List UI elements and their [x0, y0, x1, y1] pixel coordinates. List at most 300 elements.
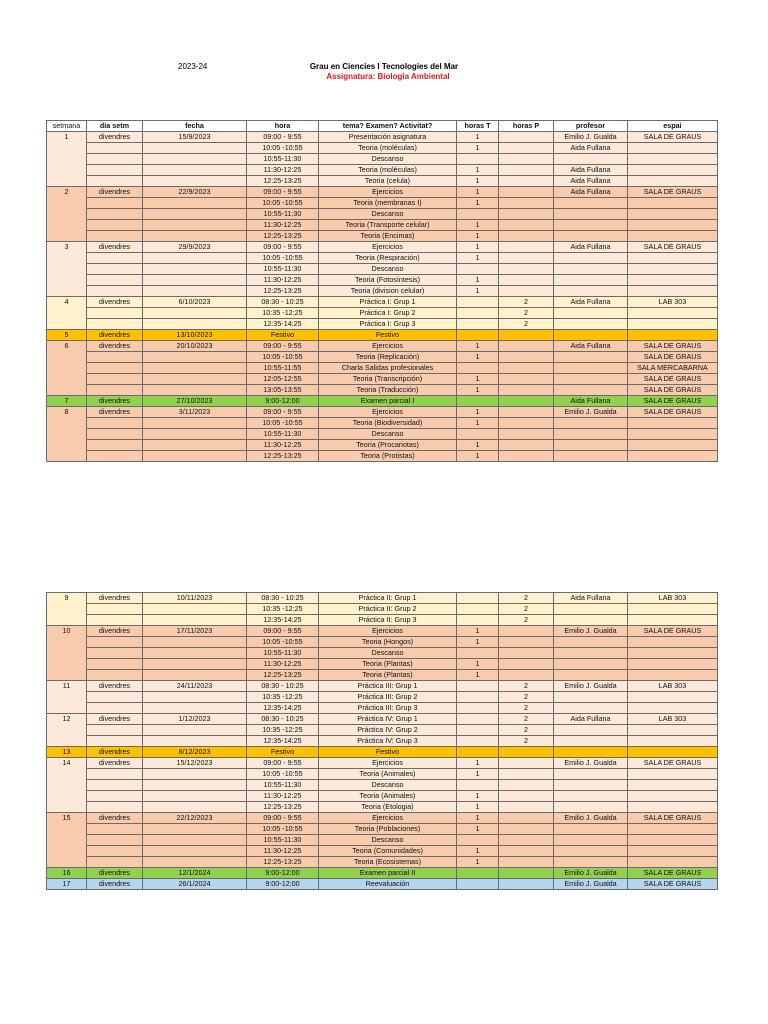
week-number-cell: 6 — [47, 341, 87, 396]
horas-p-cell: 2 — [499, 714, 554, 725]
date-cell — [143, 418, 247, 429]
horas-p-cell — [499, 637, 554, 648]
day-cell — [87, 418, 143, 429]
horas-p-cell: 2 — [499, 736, 554, 747]
horas-p-cell: 2 — [499, 297, 554, 308]
horas-t-cell — [457, 209, 499, 220]
espai-cell — [628, 703, 718, 714]
espai-cell — [628, 253, 718, 264]
horas-t-cell: 1 — [457, 440, 499, 451]
day-cell — [87, 363, 143, 374]
profesor-cell: Emilio J. Gualda — [554, 132, 628, 143]
profesor-cell: Emilio J. Gualda — [554, 879, 628, 890]
tema-cell: Charla Salidas profesionales — [319, 363, 457, 374]
day-cell — [87, 769, 143, 780]
horas-t-cell: 1 — [457, 802, 499, 813]
espai-cell — [628, 769, 718, 780]
espai-cell — [628, 264, 718, 275]
tema-cell: Teoria (Plantas) — [319, 670, 457, 681]
tema-cell: Teoria (moléculas) — [319, 165, 457, 176]
hora-cell: 12:25-13:25 — [247, 670, 319, 681]
hora-cell: 10:05 -10:55 — [247, 769, 319, 780]
hora-cell: 10:55-11:55 — [247, 363, 319, 374]
horas-p-cell — [499, 813, 554, 824]
date-cell: 20/10/2023 — [143, 341, 247, 352]
profesor-cell: Aida Fullana — [554, 714, 628, 725]
day-cell — [87, 176, 143, 187]
day-cell — [87, 286, 143, 297]
column-header: horas T — [457, 121, 499, 132]
horas-p-cell — [499, 187, 554, 198]
profesor-cell: Emilio J. Gualda — [554, 758, 628, 769]
profesor-cell — [554, 363, 628, 374]
table-row — [47, 286, 718, 297]
horas-t-cell: 1 — [457, 374, 499, 385]
profesor-cell — [554, 615, 628, 626]
horas-p-cell — [499, 341, 554, 352]
espai-cell: SALA DE GRAUS — [628, 758, 718, 769]
day-cell — [87, 736, 143, 747]
espai-cell — [628, 659, 718, 670]
hora-cell: 11:30-12:25 — [247, 791, 319, 802]
horas-p-cell — [499, 264, 554, 275]
horas-p-cell — [499, 868, 554, 879]
profesor-cell: Aida Fullana — [554, 176, 628, 187]
tema-cell: Ejercicios — [319, 758, 457, 769]
day-cell — [87, 835, 143, 846]
hora-cell: 10:55-11:30 — [247, 780, 319, 791]
tema-cell: Teoria (membranas I) — [319, 198, 457, 209]
column-header: espai — [628, 121, 718, 132]
day-cell — [87, 429, 143, 440]
espai-cell — [628, 824, 718, 835]
table-row — [47, 747, 718, 758]
horas-t-cell: 1 — [457, 242, 499, 253]
horas-p-cell: 2 — [499, 593, 554, 604]
hora-cell: 9:00-12:00 — [247, 868, 319, 879]
profesor-cell: Aida Fullana — [554, 143, 628, 154]
degree-title: Grau en Ciencies I Tecnologies del Mar — [309, 62, 459, 71]
tema-cell: Teoria (Hongos) — [319, 637, 457, 648]
profesor-cell — [554, 264, 628, 275]
horas-p-cell — [499, 231, 554, 242]
hora-cell: 10:55-11:30 — [247, 209, 319, 220]
hora-cell: 10:05 -10:55 — [247, 637, 319, 648]
day-cell — [87, 253, 143, 264]
date-cell — [143, 253, 247, 264]
date-cell: 27/10/2023 — [143, 396, 247, 407]
hora-cell: 10:05 -10:55 — [247, 143, 319, 154]
hora-cell: 12:25-13:25 — [247, 802, 319, 813]
date-cell — [143, 275, 247, 286]
week-number-cell: 15 — [47, 813, 87, 868]
tema-cell: Examen parcial I — [319, 396, 457, 407]
column-header: hora — [247, 121, 319, 132]
table-row — [47, 407, 718, 418]
horas-p-cell — [499, 846, 554, 857]
day-cell — [87, 692, 143, 703]
hora-cell: 10:05 -10:55 — [247, 824, 319, 835]
horas-p-cell: 2 — [499, 308, 554, 319]
profesor-cell — [554, 725, 628, 736]
horas-t-cell: 1 — [457, 231, 499, 242]
profesor-cell — [554, 275, 628, 286]
tema-cell: Descanso — [319, 209, 457, 220]
horas-p-cell — [499, 879, 554, 890]
profesor-cell: Emilio J. Gualda — [554, 813, 628, 824]
horas-t-cell — [457, 308, 499, 319]
table-row — [47, 132, 718, 143]
horas-t-cell: 1 — [457, 198, 499, 209]
table-row — [47, 802, 718, 813]
tema-cell: Examen parcial II — [319, 868, 457, 879]
profesor-cell — [554, 769, 628, 780]
table-row — [47, 725, 718, 736]
profesor-cell — [554, 231, 628, 242]
hora-cell: 10:55-11:30 — [247, 264, 319, 275]
table-row — [47, 670, 718, 681]
espai-cell: SALA DE GRAUS — [628, 407, 718, 418]
profesor-cell — [554, 451, 628, 462]
day-cell — [87, 264, 143, 275]
hora-cell: 10:55-11:30 — [247, 429, 319, 440]
tema-cell: Teoria (Respiración) — [319, 253, 457, 264]
date-cell — [143, 670, 247, 681]
date-cell — [143, 363, 247, 374]
table-row — [47, 319, 718, 330]
profesor-cell — [554, 286, 628, 297]
horas-t-cell — [457, 868, 499, 879]
tema-cell: Ejercicios — [319, 341, 457, 352]
hora-cell: Festivo — [247, 747, 319, 758]
profesor-cell — [554, 418, 628, 429]
horas-p-cell — [499, 209, 554, 220]
date-cell — [143, 209, 247, 220]
horas-t-cell — [457, 835, 499, 846]
tema-cell: Práctica III: Grup 3 — [319, 703, 457, 714]
horas-p-cell — [499, 440, 554, 451]
horas-p-cell — [499, 385, 554, 396]
date-cell — [143, 725, 247, 736]
day-cell: divendres — [87, 747, 143, 758]
tema-cell: Festivo — [319, 747, 457, 758]
profesor-cell — [554, 791, 628, 802]
horas-t-cell: 1 — [457, 275, 499, 286]
espai-cell — [628, 220, 718, 231]
table-row — [47, 824, 718, 835]
date-cell — [143, 451, 247, 462]
table-row — [47, 879, 718, 890]
header-row — [47, 121, 718, 132]
horas-p-cell — [499, 220, 554, 231]
hora-cell: 09:00 - 9:55 — [247, 242, 319, 253]
tema-cell: Descanso — [319, 780, 457, 791]
horas-t-cell — [457, 297, 499, 308]
date-cell — [143, 824, 247, 835]
table-row — [47, 231, 718, 242]
table-row — [47, 769, 718, 780]
horas-t-cell: 1 — [457, 165, 499, 176]
espai-cell — [628, 802, 718, 813]
hora-cell: 10:35 -12:25 — [247, 308, 319, 319]
horas-p-cell — [499, 154, 554, 165]
table-row — [47, 846, 718, 857]
espai-cell — [628, 692, 718, 703]
hora-cell: 08:30 - 10:25 — [247, 681, 319, 692]
week-number-cell: 1 — [47, 132, 87, 187]
hora-cell: 12:05-12:55 — [247, 374, 319, 385]
horas-t-cell — [457, 747, 499, 758]
horas-p-cell — [499, 352, 554, 363]
day-cell — [87, 143, 143, 154]
tema-cell: Práctica IV: Grup 3 — [319, 736, 457, 747]
date-cell: 13/10/2023 — [143, 330, 247, 341]
day-cell: divendres — [87, 297, 143, 308]
espai-cell — [628, 286, 718, 297]
date-cell: 22/9/2023 — [143, 187, 247, 198]
day-cell — [87, 308, 143, 319]
day-cell — [87, 385, 143, 396]
table-row — [47, 857, 718, 868]
horas-p-cell — [499, 791, 554, 802]
date-cell: 29/9/2023 — [143, 242, 247, 253]
date-cell — [143, 802, 247, 813]
hora-cell: 11:30-12:25 — [247, 220, 319, 231]
date-cell — [143, 648, 247, 659]
tema-cell: Descanso — [319, 835, 457, 846]
table-row — [47, 681, 718, 692]
day-cell: divendres — [87, 868, 143, 879]
table-row — [47, 275, 718, 286]
day-cell: divendres — [87, 396, 143, 407]
date-cell — [143, 352, 247, 363]
table-row — [47, 418, 718, 429]
tema-cell: Presentación asignatura — [319, 132, 457, 143]
day-cell — [87, 220, 143, 231]
horas-p-cell: 2 — [499, 692, 554, 703]
tema-cell: Práctica III: Grup 1 — [319, 681, 457, 692]
column-header: dia setm — [87, 121, 143, 132]
week-number-cell: 8 — [47, 407, 87, 462]
profesor-cell — [554, 802, 628, 813]
tema-cell: Descanso — [319, 648, 457, 659]
week-number-cell: 7 — [47, 396, 87, 407]
profesor-cell — [554, 440, 628, 451]
profesor-cell — [554, 780, 628, 791]
espai-cell — [628, 670, 718, 681]
day-cell: divendres — [87, 242, 143, 253]
date-cell — [143, 604, 247, 615]
horas-t-cell: 1 — [457, 846, 499, 857]
horas-t-cell: 1 — [457, 176, 499, 187]
espai-cell — [628, 725, 718, 736]
day-cell: divendres — [87, 714, 143, 725]
date-cell — [143, 231, 247, 242]
date-cell: 15/9/2023 — [143, 132, 247, 143]
tema-cell: Teoria (Ecosistemas) — [319, 857, 457, 868]
hora-cell: 11:30-12:25 — [247, 846, 319, 857]
date-cell: 3/11/2023 — [143, 407, 247, 418]
espai-cell — [628, 846, 718, 857]
table-row — [47, 297, 718, 308]
profesor-cell — [554, 637, 628, 648]
day-cell: divendres — [87, 758, 143, 769]
profesor-cell — [554, 385, 628, 396]
day-cell: divendres — [87, 626, 143, 637]
horas-p-cell — [499, 374, 554, 385]
profesor-cell — [554, 330, 628, 341]
table-row — [47, 154, 718, 165]
day-cell: divendres — [87, 407, 143, 418]
table-row — [47, 703, 718, 714]
horas-p-cell — [499, 330, 554, 341]
tema-cell: Ejercicios — [319, 626, 457, 637]
tema-cell: Ejercicios — [319, 407, 457, 418]
column-header: profesor — [554, 121, 628, 132]
espai-cell: LAB 303 — [628, 297, 718, 308]
tema-cell: Práctica IV: Grup 2 — [319, 725, 457, 736]
hora-cell: 12:25-13:25 — [247, 231, 319, 242]
table-row — [47, 868, 718, 879]
day-cell: divendres — [87, 879, 143, 890]
horas-t-cell — [457, 330, 499, 341]
espai-cell — [628, 604, 718, 615]
day-cell — [87, 802, 143, 813]
horas-t-cell — [457, 154, 499, 165]
horas-t-cell: 1 — [457, 451, 499, 462]
week-number-cell: 2 — [47, 187, 87, 242]
horas-t-cell — [457, 264, 499, 275]
espai-cell: SALA DE GRAUS — [628, 187, 718, 198]
horas-p-cell — [499, 857, 554, 868]
date-cell: 17/11/2023 — [143, 626, 247, 637]
espai-cell — [628, 440, 718, 451]
day-cell — [87, 648, 143, 659]
horas-t-cell — [457, 363, 499, 374]
espai-cell — [628, 418, 718, 429]
tema-cell: Teoria (Procariotas) — [319, 440, 457, 451]
date-cell — [143, 846, 247, 857]
day-cell — [87, 275, 143, 286]
tema-cell: Teoria (Comunidades) — [319, 846, 457, 857]
tema-cell: Reevaluación — [319, 879, 457, 890]
profesor-cell: Emilio J. Gualda — [554, 868, 628, 879]
espai-cell — [628, 231, 718, 242]
tema-cell: Teoria (moléculas) — [319, 143, 457, 154]
table-row — [47, 143, 718, 154]
espai-cell: SALA MERCABARNA — [628, 363, 718, 374]
table-row — [47, 813, 718, 824]
table-row — [47, 714, 718, 725]
day-cell — [87, 725, 143, 736]
profesor-cell — [554, 308, 628, 319]
profesor-cell — [554, 670, 628, 681]
horas-t-cell: 1 — [457, 352, 499, 363]
horas-p-cell — [499, 670, 554, 681]
espai-cell: SALA DE GRAUS — [628, 352, 718, 363]
horas-t-cell — [457, 615, 499, 626]
hora-cell: 10:55-11:30 — [247, 154, 319, 165]
date-cell: 8/12/2023 — [143, 747, 247, 758]
tema-cell: Ejercicios — [319, 187, 457, 198]
tema-cell: Teoria (Animales) — [319, 791, 457, 802]
horas-p-cell — [499, 429, 554, 440]
horas-t-cell: 1 — [457, 626, 499, 637]
day-cell — [87, 209, 143, 220]
horas-p-cell — [499, 626, 554, 637]
hora-cell: 9:00-12:00 — [247, 396, 319, 407]
tema-cell: Práctica I: Grup 2 — [319, 308, 457, 319]
profesor-cell: Aida Fullana — [554, 242, 628, 253]
horas-t-cell: 1 — [457, 407, 499, 418]
horas-t-cell: 1 — [457, 132, 499, 143]
hora-cell: 13:05-13:55 — [247, 385, 319, 396]
tema-cell: Teoria (Protistas) — [319, 451, 457, 462]
week-number-cell: 3 — [47, 242, 87, 297]
tema-cell: Práctica I: Grup 1 — [319, 297, 457, 308]
date-cell — [143, 659, 247, 670]
horas-t-cell — [457, 681, 499, 692]
espai-cell: SALA DE GRAUS — [628, 396, 718, 407]
table-row — [47, 593, 718, 604]
horas-p-cell: 2 — [499, 681, 554, 692]
profesor-cell — [554, 747, 628, 758]
hora-cell: 09:00 - 9:55 — [247, 341, 319, 352]
date-cell: 15/12/2023 — [143, 758, 247, 769]
week-number-cell: 14 — [47, 758, 87, 813]
week-number-cell: 16 — [47, 868, 87, 879]
hora-cell: 09:00 - 9:55 — [247, 132, 319, 143]
hora-cell: 11:30-12:25 — [247, 659, 319, 670]
hora-cell: 10:05 -10:55 — [247, 352, 319, 363]
day-cell — [87, 703, 143, 714]
hora-cell: 10:05 -10:55 — [247, 253, 319, 264]
table-row — [47, 648, 718, 659]
profesor-cell — [554, 319, 628, 330]
table-row — [47, 253, 718, 264]
horas-p-cell: 2 — [499, 319, 554, 330]
date-cell — [143, 857, 247, 868]
horas-t-cell — [457, 703, 499, 714]
tema-cell: Teoria (Encimas) — [319, 231, 457, 242]
table-row — [47, 440, 718, 451]
profesor-cell — [554, 824, 628, 835]
hora-cell: 09:00 - 9:55 — [247, 626, 319, 637]
week-number-cell: 11 — [47, 681, 87, 714]
table-row — [47, 835, 718, 846]
horas-p-cell — [499, 802, 554, 813]
date-cell: 10/11/2023 — [143, 593, 247, 604]
profesor-cell — [554, 648, 628, 659]
profesor-cell: Aida Fullana — [554, 396, 628, 407]
espai-cell: LAB 303 — [628, 681, 718, 692]
horas-t-cell: 1 — [457, 813, 499, 824]
horas-p-cell — [499, 132, 554, 143]
hora-cell: 09:00 - 9:55 — [247, 187, 319, 198]
tema-cell: Teoria (Etologia) — [319, 802, 457, 813]
hora-cell: 10:05 -10:55 — [247, 198, 319, 209]
tema-cell: Teoria (Traducción) — [319, 385, 457, 396]
horas-t-cell — [457, 714, 499, 725]
date-cell — [143, 615, 247, 626]
day-cell — [87, 637, 143, 648]
espai-cell — [628, 747, 718, 758]
hora-cell: 10:35 -12:25 — [247, 692, 319, 703]
table-row — [47, 396, 718, 407]
date-cell — [143, 165, 247, 176]
horas-t-cell — [457, 692, 499, 703]
horas-t-cell: 1 — [457, 286, 499, 297]
